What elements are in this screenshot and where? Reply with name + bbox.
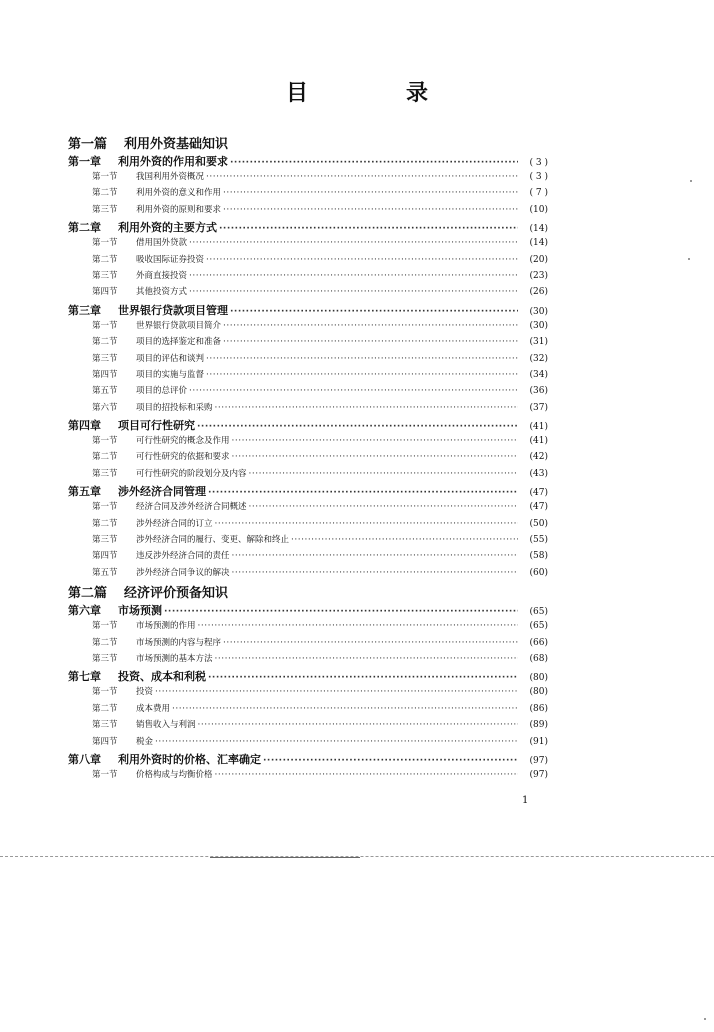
toc-section [68, 170, 548, 186]
toc-page-ref: (23) [529, 270, 548, 281]
dot-leader [215, 654, 518, 664]
toc-section [68, 619, 548, 635]
toc-page-ref: (68) [529, 653, 548, 664]
toc-section-number: 第一节 [92, 687, 118, 698]
toc-section-title: 市场预测的作用 [136, 621, 196, 632]
toc-section [68, 718, 548, 734]
toc-part-title: 利用外资基础知识 [124, 137, 229, 152]
toc-page-ref: (26) [529, 287, 548, 298]
toc-section [68, 735, 548, 751]
dot-leader [164, 604, 518, 617]
toc-section-title: 市场预测的基本方法 [136, 653, 213, 664]
toc-page-ref: (55) [529, 535, 548, 546]
toc-section-title: 利用外资的原则和要求 [136, 204, 222, 215]
toc-section-number: 第二节 [92, 188, 118, 199]
toc-section-title: 投资 [136, 687, 154, 698]
dot-leader [223, 321, 518, 331]
dot-leader [223, 638, 518, 648]
toc-section [68, 768, 548, 784]
toc-page-ref: (14) [529, 224, 548, 235]
dot-leader [172, 704, 518, 714]
toc-chapter [68, 483, 548, 500]
toc-chapter-number: 第六章 [68, 604, 101, 618]
toc-section [68, 401, 548, 417]
toc-chapter-number: 第三章 [68, 303, 101, 317]
toc-chapter-title: 利用外资的作用和要求 [118, 155, 228, 168]
toc-section-number: 第三节 [92, 353, 118, 364]
toc-section-number: 第二节 [92, 254, 118, 265]
dot-leader [197, 419, 518, 432]
table-of-contents [68, 133, 548, 784]
scan-edge-mark [210, 857, 360, 858]
toc-part-title: 经济评价预备知识 [124, 586, 229, 602]
toc-chapter [68, 417, 548, 434]
toc-section-number: 第二节 [92, 337, 118, 348]
toc-part-number: 第一篇 [68, 137, 108, 152]
toc-section [68, 186, 548, 202]
toc-chapter-number: 第四章 [68, 419, 101, 433]
toc-section-title: 世界银行贷款项目简介 [136, 320, 222, 331]
toc-chapter-title: 市场预测 [118, 604, 162, 618]
toc-section-number: 第二节 [92, 452, 118, 463]
toc-section [68, 253, 548, 269]
dot-leader [232, 568, 518, 578]
toc-section-title: 我国利用外资概况 [136, 172, 205, 182]
toc-section-title: 项目的实施与监督 [136, 369, 205, 380]
toc-section [68, 549, 548, 565]
toc-section-title: 项目的总评价 [136, 386, 188, 397]
dot-leader [230, 155, 518, 168]
dot-leader [219, 221, 518, 234]
toc-page-ref: (66) [529, 637, 548, 648]
toc-page-ref: (37) [529, 402, 548, 413]
dot-leader [232, 551, 518, 561]
toc-page-ref: ( 3 ) [529, 158, 548, 168]
toc-page-ref: (50) [529, 518, 548, 529]
toc-section [68, 500, 548, 516]
scan-speck [688, 258, 690, 260]
toc-section-title: 借用国外贷款 [136, 238, 188, 249]
dot-leader [230, 304, 518, 317]
dot-leader [189, 386, 518, 396]
toc-section [68, 652, 548, 668]
toc-page-ref: (91) [529, 736, 548, 747]
toc-section-title: 吸收国际证券投资 [136, 254, 205, 265]
toc-section [68, 352, 548, 368]
toc-section-number: 第一节 [92, 172, 118, 182]
toc-section-number: 第一节 [92, 621, 118, 632]
toc-section-number: 第四节 [92, 736, 118, 747]
toc-page-ref: (41) [529, 436, 548, 447]
toc-chapter-title: 涉外经济合同管理 [118, 485, 206, 499]
toc-page-ref: (31) [529, 337, 548, 348]
toc-section [68, 636, 548, 652]
toc-chapter [68, 668, 548, 685]
toc-section-title: 涉外经济合同的履行、变更、解除和终止 [136, 535, 290, 546]
toc-page-ref: (41) [529, 422, 548, 433]
toc-section [68, 236, 548, 252]
dot-leader [208, 670, 518, 683]
scan-speck [690, 180, 692, 182]
toc-section [68, 533, 548, 549]
toc-page-ref: (65) [529, 621, 548, 632]
dot-leader [223, 205, 518, 215]
dot-leader [263, 753, 518, 766]
toc-page-ref: (58) [529, 551, 548, 562]
toc-section-number: 第三节 [92, 204, 118, 215]
toc-section [68, 203, 548, 219]
toc-page-ref: (14) [529, 238, 548, 249]
toc-section-title: 项目的选择鉴定和准备 [136, 337, 222, 348]
toc-section-title: 税金 [136, 736, 154, 747]
toc-section-number: 第一节 [92, 320, 118, 331]
toc-section-number: 第一节 [92, 436, 118, 447]
toc-section-title: 涉外经济合同争议的解决 [136, 567, 230, 578]
toc-section-number: 第五节 [92, 386, 118, 397]
toc-section-title: 可行性研究的概念及作用 [136, 436, 230, 447]
toc-section-number: 第三节 [92, 535, 118, 546]
toc-section-title: 可行性研究的阶段划分及内容 [136, 468, 247, 479]
toc-section [68, 702, 548, 718]
toc-section-title: 经济合同及涉外经济合同概述 [136, 502, 247, 513]
toc-page-ref: (60) [529, 567, 548, 578]
toc-chapter-number: 第八章 [68, 752, 101, 766]
toc-section-title: 其他投资方式 [136, 287, 188, 298]
toc-section-title: 违反涉外经济合同的责任 [136, 551, 230, 562]
toc-chapter-number: 第五章 [68, 485, 101, 499]
toc-chapter-title: 利用外资时的价格、汇率确定 [118, 752, 261, 766]
dot-leader [206, 370, 518, 380]
toc-section [68, 685, 548, 701]
toc-section-number: 第二节 [92, 703, 118, 714]
toc-section [68, 566, 548, 582]
toc-section-number: 第三节 [92, 653, 118, 664]
dot-leader [215, 403, 518, 413]
toc-page-ref: (65) [529, 607, 548, 618]
dot-leader [232, 452, 518, 462]
toc-section [68, 368, 548, 384]
toc-page-ref: (97) [529, 769, 548, 780]
toc-chapter [68, 602, 548, 619]
toc-page-ref: (20) [529, 254, 548, 265]
toc-section [68, 335, 548, 351]
toc-page-ref: (10) [529, 204, 548, 215]
toc-page-ref: (42) [529, 452, 548, 463]
toc-chapter [68, 751, 548, 768]
toc-section [68, 285, 548, 301]
toc-page-ref: (89) [529, 720, 548, 731]
toc-section-title: 市场预测的内容与程序 [136, 637, 222, 648]
scan-speck [704, 1018, 706, 1020]
dot-leader [249, 502, 518, 512]
toc-page-ref: (47) [529, 488, 548, 499]
toc-part-number: 第二篇 [68, 586, 108, 602]
dot-leader [249, 469, 518, 479]
toc-page-ref: (30) [529, 306, 548, 317]
toc-section-title: 项目的评估和谈判 [136, 353, 205, 364]
toc-section-title: 可行性研究的依据和要求 [136, 452, 230, 463]
toc-page-ref: ( 3 ) [529, 172, 548, 182]
toc-chapter-title: 世界银行贷款项目管理 [118, 303, 228, 317]
toc-chapter-title: 投资、成本和利税 [118, 670, 206, 684]
toc-page-ref: (80) [529, 673, 548, 684]
toc-chapter-number: 第一章 [68, 155, 101, 168]
toc-page-ref: (32) [529, 353, 548, 364]
dot-leader [155, 687, 518, 697]
toc-section-number: 第二节 [92, 518, 118, 529]
toc-section-title: 外商直接投资 [136, 270, 188, 281]
page-number: 1 [522, 795, 529, 806]
toc-page-ref: ( 7 ) [529, 188, 548, 199]
dot-leader [215, 519, 518, 529]
toc-section-number: 第四节 [92, 287, 118, 298]
toc-chapter [68, 219, 548, 236]
toc-section [68, 434, 548, 450]
dot-leader [232, 436, 518, 446]
toc-section-number: 第六节 [92, 402, 118, 413]
toc-section-title: 项目的招投标和采购 [136, 402, 213, 413]
toc-section [68, 467, 548, 483]
dot-leader [215, 770, 518, 780]
toc-part [68, 133, 548, 153]
dot-leader [189, 238, 518, 248]
toc-page-ref: (34) [529, 369, 548, 380]
dot-leader [198, 720, 518, 730]
toc-chapter [68, 302, 548, 319]
toc-section-title: 成本费用 [136, 703, 171, 714]
toc-chapter-number: 第二章 [68, 221, 101, 235]
toc-page-ref: (43) [529, 468, 548, 479]
toc-chapter-title: 项目可行性研究 [118, 419, 195, 433]
toc-section [68, 384, 548, 400]
toc-section-number: 第五节 [92, 567, 118, 578]
dot-leader [206, 255, 518, 265]
toc-page-ref: (47) [529, 502, 548, 513]
toc-section-number: 第三节 [92, 720, 118, 731]
toc-section-number: 第一节 [92, 769, 118, 780]
toc-part [68, 582, 548, 602]
toc-section-number: 第三节 [92, 270, 118, 281]
toc-page-ref: (30) [529, 320, 548, 331]
page-title: 目 录 [285, 80, 466, 106]
toc-section-title: 价格构成与均衡价格 [136, 769, 213, 780]
toc-page-ref: (97) [529, 755, 548, 766]
dot-leader [155, 737, 518, 747]
toc-section [68, 319, 548, 335]
toc-page-ref: (80) [529, 687, 548, 698]
dot-leader [223, 337, 518, 347]
toc-chapter-number: 第七章 [68, 670, 101, 684]
toc-section-title: 销售收入与利润 [136, 720, 196, 731]
toc-section-number: 第一节 [92, 502, 118, 513]
toc-page-ref: (86) [529, 703, 548, 714]
dot-leader [291, 535, 518, 545]
dot-leader [189, 271, 518, 281]
toc-section-title: 涉外经济合同的订立 [136, 518, 213, 529]
toc-section-number: 第四节 [92, 551, 118, 562]
toc-section [68, 269, 548, 285]
toc-section-title: 利用外资的意义和作用 [136, 188, 222, 199]
toc-section-number: 第二节 [92, 637, 118, 648]
toc-chapter-title: 利用外资的主要方式 [118, 221, 217, 235]
toc-section [68, 450, 548, 466]
dot-leader [223, 188, 518, 198]
toc-section-number: 第四节 [92, 369, 118, 380]
toc-section [68, 517, 548, 533]
toc-section-number: 第一节 [92, 238, 118, 249]
dot-leader [206, 172, 518, 182]
toc-chapter [68, 153, 548, 170]
toc-page-ref: (36) [529, 386, 548, 397]
dot-leader [189, 287, 518, 297]
dot-leader [198, 621, 518, 631]
toc-section-number: 第三节 [92, 468, 118, 479]
dot-leader [206, 354, 518, 364]
dot-leader [208, 485, 518, 498]
